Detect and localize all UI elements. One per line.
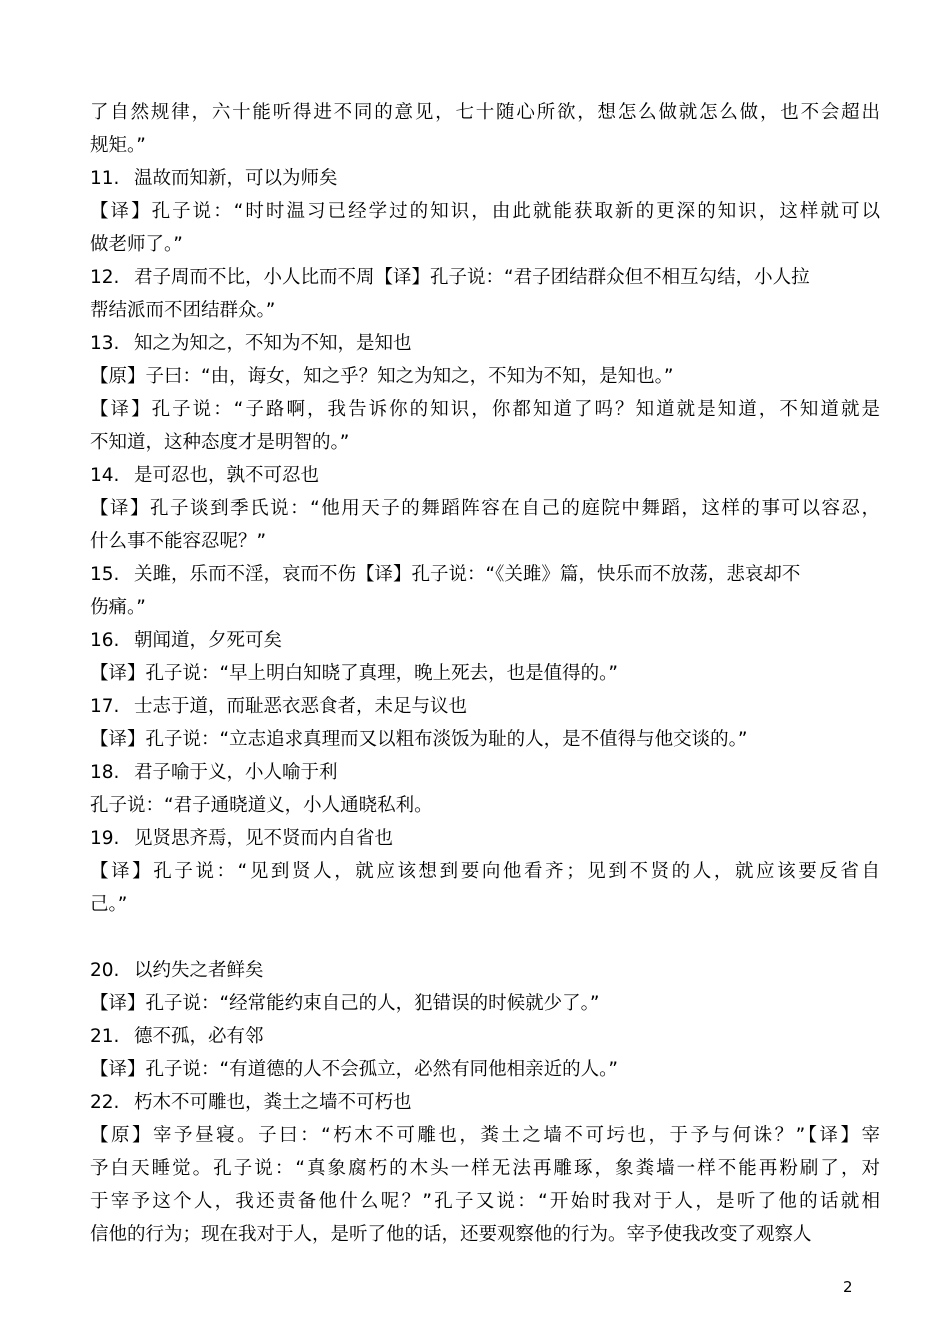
text-line <box>90 1053 880 1086</box>
text-line <box>90 855 880 888</box>
text-line <box>90 294 880 327</box>
text-line <box>90 822 880 855</box>
text-line <box>90 492 880 525</box>
line-text: 见贤思齐焉，见不贤而内自省也 <box>134 828 394 849</box>
item-number: 12. <box>90 267 120 288</box>
line-text: 【译】孔子说：“有道德的人不会孤立，必然有同他相亲近的人。” <box>90 1059 618 1080</box>
line-text: 己。” <box>90 894 128 915</box>
line-text: 【译】孔子说：“立志追求真理而又以粗布淡饭为耻的人，是不值得与他交谈的。” <box>90 729 748 750</box>
line-text: 知之为知之，不知为不知，是知也 <box>134 333 412 354</box>
line-text: 【原】子曰：“由，诲女，知之乎？知之为知之，不知为不知，是知也。” <box>90 366 674 387</box>
line-text: 君子喻于义，小人喻于利 <box>134 762 338 783</box>
document-body <box>90 96 880 1251</box>
text-line <box>90 921 880 954</box>
text-line <box>90 987 880 1020</box>
text-line <box>90 261 880 294</box>
item-number: 15. <box>90 564 120 585</box>
text-line <box>90 1218 880 1251</box>
line-text: 不知道，这种态度才是明智的。” <box>90 432 350 453</box>
text-line <box>90 459 880 492</box>
item-number: 14. <box>90 465 120 486</box>
line-text: 予白天睡觉。孔子说：“真象腐朽的木头一样无法再雕琢，象粪墙一样不能再粉刷了，对 <box>90 1158 880 1179</box>
line-text: 孔子说：“君子通晓道义，小人通晓私利。 <box>90 795 433 816</box>
line-text: 以约失之者鲜矣 <box>134 960 264 981</box>
item-number: 11. <box>90 168 120 189</box>
text-line <box>90 756 880 789</box>
text-line <box>90 1152 880 1185</box>
item-number: 17. <box>90 696 120 717</box>
line-text: 【译】孔子说：“时时温习已经学过的知识，由此就能获取新的更深的知识，这样就可以 <box>90 201 880 222</box>
item-number: 19. <box>90 828 120 849</box>
text-line <box>90 1020 880 1053</box>
text-line <box>90 624 880 657</box>
line-text: 【译】孔子说：“见到贤人，就应该想到要向他看齐；见到不贤的人，就应该要反省自 <box>90 861 880 882</box>
line-text: 信他的行为；现在我对于人，是听了他的话，还要观察他的行为。宰予使我改变了观察人 <box>90 1224 812 1245</box>
text-line <box>90 954 880 987</box>
text-line <box>90 327 880 360</box>
text-line <box>90 195 880 228</box>
text-line <box>90 96 880 129</box>
line-text: 【译】孔子谈到季氏说：“他用天子的舞蹈阵容在自己的庭院中舞蹈，这样的事可以容忍， <box>90 498 880 519</box>
text-line <box>90 525 880 558</box>
line-text: 【译】孔子说：“子路啊，我告诉你的知识，你都知道了吗？知道就是知道，不知道就是 <box>90 399 880 420</box>
text-line <box>90 162 880 195</box>
text-line <box>90 393 880 426</box>
line-text: 【译】孔子说：“经常能约束自己的人，犯错误的时候就少了。” <box>90 993 600 1014</box>
line-text: 温故而知新，可以为师矣 <box>134 168 338 189</box>
line-text: 【原】宰予昼寝。子曰：“朽木不可雕也，粪土之墙不可圬也，于予与何诛？”【译】宰 <box>90 1125 880 1146</box>
text-line <box>90 657 880 690</box>
text-line <box>90 723 880 756</box>
text-line <box>90 1086 880 1119</box>
page-number: 2 <box>843 1278 853 1296</box>
line-text: 做老师了。” <box>90 234 183 255</box>
text-line <box>90 1119 880 1152</box>
text-line <box>90 228 880 261</box>
text-line <box>90 888 880 921</box>
line-text: 德不孤，必有邻 <box>134 1026 264 1047</box>
line-text: 关雎，乐而不淫，哀而不伤【译】孔子说：“《关雎》篇，快乐而不放荡，悲哀却不 <box>134 564 801 585</box>
line-text: 君子周而不比，小人比而不周【译】孔子说：“君子团结群众但不相互勾结，小人拉 <box>134 267 810 288</box>
line-text: 于宰予这个人，我还责备他什么呢？”孔子又说：“开始时我对于人，是听了他的话就相 <box>90 1191 880 1212</box>
line-text: 什么事不能容忍呢？” <box>90 531 267 552</box>
text-line <box>90 129 880 162</box>
text-line <box>90 558 880 591</box>
line-text: 【译】孔子说：“早上明白知晓了真理，晚上死去，也是值得的。” <box>90 663 618 684</box>
line-text: 朝闻道，夕死可矣 <box>134 630 283 651</box>
text-line <box>90 591 880 624</box>
line-text: 伤痛。” <box>90 597 146 618</box>
item-number: 20. <box>90 960 120 981</box>
text-line <box>90 426 880 459</box>
item-number: 16. <box>90 630 120 651</box>
item-number: 13. <box>90 333 120 354</box>
text-line <box>90 690 880 723</box>
line-text: 士志于道，而耻恶衣恶食者，未足与议也 <box>134 696 468 717</box>
line-text: 朽木不可雕也，粪土之墙不可朽也 <box>134 1092 412 1113</box>
text-line <box>90 360 880 393</box>
text-line <box>90 1185 880 1218</box>
text-line <box>90 789 880 822</box>
line-text: 规矩。” <box>90 135 146 156</box>
line-text: 帮结派而不团结群众。” <box>90 300 276 321</box>
item-number: 21. <box>90 1026 120 1047</box>
line-text: 了自然规律，六十能听得进不同的意见，七十随心所欲，想怎么做就怎么做，也不会超出 <box>90 102 880 123</box>
item-number: 18. <box>90 762 120 783</box>
line-text: 是可忍也，孰不可忍也 <box>134 465 320 486</box>
item-number: 22. <box>90 1092 120 1113</box>
